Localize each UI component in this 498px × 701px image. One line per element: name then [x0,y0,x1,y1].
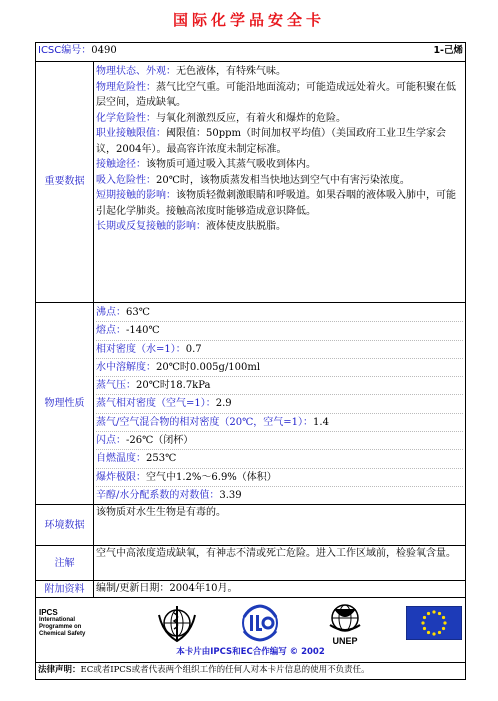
notes-label: 注解 [36,546,94,581]
eu-star-icon [442,616,445,619]
eu-star-icon [423,616,426,619]
property-line: 熔点：-140℃ [96,322,463,340]
property-line: 闪点：-26℃（闭杯） [96,432,463,450]
safety-card [35,42,466,680]
physical-properties-label: 物理性质 [36,303,94,505]
icsc-code-label: ICSC编号： [38,45,92,56]
property-line: 蒸气/空气混合物的相对密度（20℃，空气=1）：1.4 [96,414,463,432]
property-line: 辛醇/水分配系数的对数值：3.39 [96,489,242,501]
icsc-code-value: 0490 [91,45,117,56]
card-title: 国际化学品安全卡 [172,11,325,29]
ipcs-logo: IPCS International Programme on Chemical Safety [39,607,86,637]
chemical-name: 1-己烯 [433,45,463,56]
header-row [36,43,466,62]
property-line: 沸点：63℃ [96,304,463,322]
important-line: 职业接触限值：阈限值：50ppm（时间加权平均值）（美国政府工业卫生学家会议，2004年）。最高容许浓度未制定标准。 [96,128,447,155]
additional-label: 附加资料 [36,581,94,598]
eu-star-icon [427,612,430,615]
ilo-logo-icon [236,603,284,643]
notes-row [36,546,466,581]
important-data-row [36,62,466,303]
important-line: 化学危险性：与氧化剂激烈反应，有着火和爆炸的危险。 [96,112,346,124]
important-line: 吸入危险性：20℃时，该物质蒸发相当快地达到空气中有害污染浓度。 [96,174,410,186]
logo-strip [39,601,462,645]
eu-star-icon [423,627,426,630]
eu-flag-icon [406,606,462,640]
important-data-content [94,62,466,303]
property-line: 爆炸极限：空气中1.2%～6.9%（体积） [96,469,463,487]
important-line: 短期接触的影响：该物质轻微刺激眼睛和呼吸道。如果吞咽的液体吸入肺中，可能引起化学肺炎。接触高浓度时能够造成意识降低。 [96,190,456,217]
who-logo-icon [155,603,199,643]
legal-text: EC或者IPCS或者代表两个组织工作的任何人对本卡片信息的使用不负责任。 [80,665,370,676]
physical-properties-content [94,303,466,505]
property-line: 蒸气压：20℃时18.7kPa [96,377,463,395]
important-line: 物理危险性：蒸气比空气重。可能沿地面流动；可能造成远处着火。可能积聚在低层空间，造成缺氧。 [96,81,456,108]
environment-row [36,505,466,546]
additional-content: 编制/更新日期：2004年10月。 [94,581,466,598]
eu-star-icon [442,627,445,630]
eu-star-icon [438,631,441,634]
legal-label: 法律声明： [38,665,81,676]
important-data-label: 重要数据 [36,62,94,303]
legal-row [36,662,466,679]
eu-star-icon [421,622,424,625]
notes-content: 空气中高浓度造成缺氧，有神志不清或死亡危险。进入工作区域前，检验氧含量。 [94,546,466,581]
unep-logo-icon [320,601,370,645]
important-line: 物理状态、外观：无色液体，有特殊气味。 [96,66,286,77]
logos-row [36,598,466,663]
important-line: 接触途径：该物质可通过吸入其蒸气吸收到体内。 [96,159,316,170]
unep-label: UNEP [332,636,358,646]
property-line: 自燃温度：253℃ [96,450,463,468]
eu-star-icon [432,611,435,614]
property-line: 水中溶解度：20℃时0.005g/100ml [96,359,463,377]
eu-star-icon [443,622,446,625]
eu-star-icon [427,631,430,634]
environment-label: 环境数据 [36,505,94,546]
additional-row [36,581,466,598]
property-line: 蒸气相对密度（空气=1）：2.9 [96,395,463,413]
physical-properties-row [36,303,466,505]
eu-star-icon [432,633,435,636]
credit-line: 本卡片由IPCS和EC合作编写 © 2002 [176,647,325,658]
property-line: 相对密度（水=1）：0.7 [96,341,463,359]
eu-star-icon [438,612,441,615]
important-line: 长期或反复接触的影响：液体使皮肤脱脂。 [96,221,286,232]
environment-content: 该物质对水生生物是有毒的。 [94,505,466,546]
